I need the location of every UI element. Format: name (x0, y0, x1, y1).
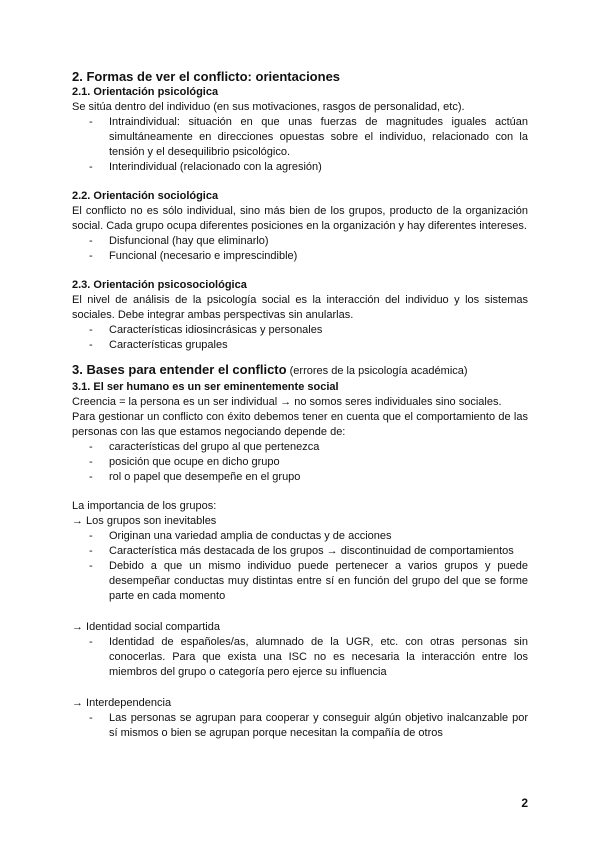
section-2-heading: 2. Formas de ver el conflicto: orientaciones (72, 69, 341, 84)
groups-inevitable-list (72, 529, 528, 604)
subsection-2-3-list (72, 323, 528, 353)
list-item: - Intraindividual: situación en que unas fuerzas de magnitudes iguales actúan simultáneamente en direcciones opuestas sobre el individuo, relacionado con la tensión y el desequilibrio psicológico. (72, 115, 528, 160)
subsection-2-2-heading: 2.2. Orientación sociológica (72, 190, 219, 202)
document-page (72, 68, 528, 741)
page-number: 2 (521, 796, 528, 810)
interdependence-list (72, 711, 528, 741)
section-3-title: 3. Bases para entender el conflicto (72, 362, 287, 377)
list-item: - Identidad de españoles/as, alumnado de la UGR, etc. con otras personas sin conocerlas. Para que exista una ISC no es necesaria la interacción entre los miembros del grupo o categoría pero ejerce su influencia (72, 635, 528, 680)
section-3-title-suffix: (errores de la psicología académica) (286, 365, 468, 377)
subsection-3-1-paragraph-2: Para gestionar un conflicto con éxito debemos tener en cuenta que el comportamiento de las personas con las que estamos negociando depende de: (72, 411, 528, 438)
subsection-2-1-list (72, 115, 528, 175)
list-item: - Las personas se agrupan para cooperar y conseguir algún objetivo inalcanzable por sí mismos o bien se agrupan porque necesitan la compañía de otros (72, 711, 528, 741)
subsection-3-1-heading: 3.1. El ser humano es un ser eminentemente social (72, 381, 339, 393)
section-3-heading (72, 361, 528, 380)
list-item: - Interindividual (relacionado con la agresión) (72, 160, 528, 175)
subsection-2-3-intro: El nivel de análisis de la psicología social es la interacción del individuo y los sistemas sociales. Debe integrar ambas perspectivas sin anularlas. (72, 294, 528, 321)
subsection-3-1-paragraph-1: Creencia = la persona es un ser individual → no somos seres individuales sino sociales. (72, 396, 502, 408)
subsection-2-1-heading: 2.1. Orientación psicológica (72, 86, 219, 98)
list-item: - Funcional (necesario e imprescindible) (72, 249, 528, 264)
subsection-3-1-list (72, 440, 528, 485)
shared-identity-list (72, 635, 528, 680)
list-item: - Característica más destacada de los grupos → discontinuidad de comportamientos (72, 544, 528, 559)
list-item: - Debido a que un mismo individuo puede pertenecer a varios grupos y puede desempeñar conductas muy distintas entre sí en función del grupo del que se forme parte en cada momento (72, 559, 528, 604)
groups-inevitable-heading: → Los grupos son inevitables (72, 515, 217, 527)
subsection-2-1-intro: Se sitúa dentro del individuo (en sus motivaciones, rasgos de personalidad, etc). (72, 101, 465, 113)
subsection-2-2-intro: El conflicto no es sólo individual, sino más bien de los grupos, producto de la organización social. Cada grupo ocupa diferentes posiciones en la organización y hay diferentes intereses. (72, 205, 528, 232)
list-item: - rol o papel que desempeñe en el grupo (72, 470, 528, 485)
list-item: - Características idiosincrásicas y personales (72, 323, 528, 338)
shared-identity-heading: → Identidad social compartida (72, 621, 220, 633)
list-item: - Disfuncional (hay que eliminarlo) (72, 234, 528, 249)
list-item: - Originan una variedad amplia de conductas y de acciones (72, 529, 528, 544)
list-item: - posición que ocupe en dicho grupo (72, 455, 528, 470)
groups-importance-intro: La importancia de los grupos: (72, 500, 217, 512)
list-item: - características del grupo al que pertenezca (72, 440, 528, 455)
interdependence-heading: → Interdependencia (72, 697, 172, 709)
subsection-2-3-heading: 2.3. Orientación psicosociológica (72, 279, 247, 291)
subsection-2-2-list (72, 234, 528, 264)
list-item: - Características grupales (72, 338, 528, 353)
